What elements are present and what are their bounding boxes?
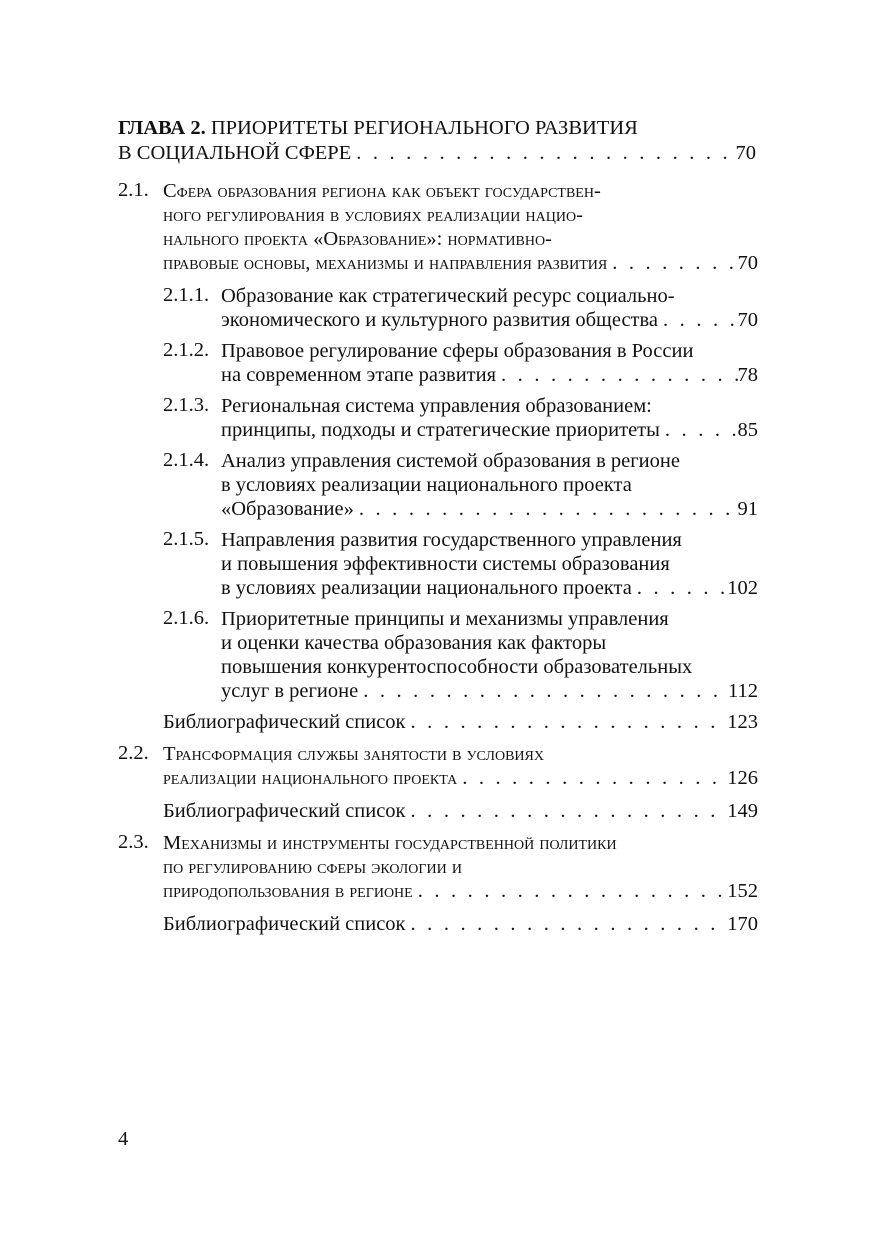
subsection-title-line: и повышения эффективности системы образования	[221, 553, 670, 575]
section-2-3[interactable]	[118, 831, 758, 903]
section-title-text: правовые основы, механизмы и направления развития	[163, 252, 608, 274]
subsection-2-1-4[interactable]	[163, 449, 758, 521]
chapter-title-line-1	[118, 116, 758, 141]
chapter-title-part-1: ПРИОРИТЕТЫ РЕГИОНАЛЬНОГО РАЗВИТИЯ	[210, 117, 638, 139]
subsection-title-line: Образование как стратегический ресурс социально-	[221, 285, 675, 307]
subsection-title-line: и оценки качества образования как факторы	[221, 632, 607, 654]
subsection-2-1-2[interactable]	[163, 339, 758, 387]
section-title-line: ного регулирования в условиях реализации нацио-	[163, 204, 583, 226]
dot-leader	[457, 766, 727, 790]
dot-leader	[632, 576, 727, 600]
subsection-title-line: Анализ управления системой образования в регионе	[221, 450, 680, 472]
section-title-line: Сфера образования региона как объект государствен-	[163, 180, 601, 202]
subsection-page: 78	[737, 364, 758, 386]
subsection-title-text: «Образование»	[221, 498, 354, 520]
section-number: 2.2.	[118, 742, 149, 764]
dot-leader	[406, 799, 728, 823]
section-title-text: реализации национального проекта	[163, 767, 458, 789]
subsection-title-text: принципы, подходы и стратегические приоритеты	[221, 419, 660, 441]
bibliography-page: 149	[727, 800, 758, 822]
bibliography-page: 170	[727, 913, 758, 935]
section-title	[163, 742, 758, 790]
subsection-number: 2.1.3.	[163, 394, 210, 416]
bibliography-label: Библиографический список	[163, 711, 406, 733]
subsection-number: 2.1.2.	[163, 339, 210, 361]
subsection-number: 2.1.1.	[163, 284, 210, 306]
table-of-contents	[118, 116, 758, 944]
section-title-last-line	[163, 251, 758, 275]
subsection-title-line: Направления развития государственного управления	[221, 529, 682, 551]
chapter-title-line-2	[118, 141, 758, 166]
subsection-title-last-line	[221, 679, 758, 703]
section-title-last-line	[163, 879, 758, 903]
bibliography-line	[163, 912, 758, 936]
chapter-label: ГЛАВА 2.	[118, 117, 206, 139]
subsection-page: 85	[737, 419, 758, 441]
section-title-line: Трансформация службы занятости в условиях	[163, 743, 544, 765]
dot-leader	[354, 497, 738, 521]
subsection-title-last-line	[221, 497, 758, 521]
dot-leader	[406, 710, 728, 734]
section-title-text: природопользования в регионе	[163, 880, 413, 902]
dot-leader	[607, 251, 737, 275]
chapter-2-entry[interactable]	[118, 116, 758, 166]
subsection-title-line: повышения конкурентоспособности образовательных	[221, 656, 693, 678]
bibliography-label: Библиографический список	[163, 913, 406, 935]
subsection-number: 2.1.4.	[163, 449, 210, 471]
subsection-2-1-3[interactable]	[163, 394, 758, 442]
section-page: 152	[727, 880, 758, 902]
subsection-title-text: экономического и культурного развития общества	[221, 309, 659, 331]
section-2-2[interactable]	[118, 742, 758, 790]
subsection-title-line: Приоритетные принципы и механизмы управления	[221, 608, 669, 630]
subsection-number: 2.1.5.	[163, 528, 210, 550]
dot-leader	[406, 912, 728, 936]
section-title-line: Механизмы и инструменты государственной политики	[163, 832, 617, 854]
section-title	[163, 831, 758, 903]
subsection-title-line: в условиях реализации национального проекта	[221, 474, 632, 496]
section-number: 2.1.	[118, 179, 149, 201]
section-title	[163, 179, 758, 275]
section-page: 70	[737, 252, 758, 274]
bibliography-2-3[interactable]	[163, 912, 758, 936]
bibliography-2-1[interactable]	[163, 710, 758, 734]
subsection-title-line: Региональная система управления образованием:	[221, 395, 652, 417]
subsection-title-last-line	[221, 418, 758, 442]
dot-leader	[496, 363, 737, 387]
section-title-line: нального проекта «Образование»: нормативно-	[163, 228, 552, 250]
dot-leader	[413, 879, 728, 903]
subsection-page: 91	[737, 498, 758, 520]
subsection-title-text: в условиях реализации национального проекта	[221, 577, 632, 599]
dot-leader	[351, 141, 735, 166]
subsection-title-text: на современном этапе развития	[221, 364, 497, 386]
subsection-2-1-5[interactable]	[163, 528, 758, 600]
bibliography-2-2[interactable]	[163, 799, 758, 823]
subsection-title-last-line	[221, 363, 758, 387]
bibliography-line	[163, 799, 758, 823]
subsection-number: 2.1.6.	[163, 607, 210, 629]
bibliography-label: Библиографический список	[163, 800, 406, 822]
dot-leader	[658, 308, 737, 332]
page-number: 4	[118, 1128, 129, 1150]
chapter-page: 70	[735, 142, 756, 164]
subsection-title-last-line	[221, 576, 758, 600]
subsection-2-1-6[interactable]	[163, 607, 758, 703]
subsection-title-line: Правовое регулирование сферы образования в России	[221, 340, 694, 362]
section-page: 126	[727, 767, 758, 789]
section-number: 2.3.	[118, 831, 149, 853]
section-title-last-line	[163, 766, 758, 790]
section-title-line: по регулированию сферы экологии и	[163, 856, 462, 878]
subsection-page: 112	[728, 680, 758, 702]
bibliography-page: 123	[727, 711, 758, 733]
dot-leader	[660, 418, 738, 442]
subsection-page: 102	[727, 577, 758, 599]
subsection-title-last-line	[221, 308, 758, 332]
subsection-title-text: услуг в регионе	[221, 680, 359, 702]
chapter-title-part-2: В СОЦИАЛЬНОЙ СФЕРЕ	[118, 142, 352, 164]
section-2-1[interactable]	[118, 179, 758, 275]
subsection-2-1-1[interactable]	[163, 284, 758, 332]
subsection-page: 70	[737, 309, 758, 331]
dot-leader	[358, 679, 728, 703]
bibliography-line	[163, 710, 758, 734]
